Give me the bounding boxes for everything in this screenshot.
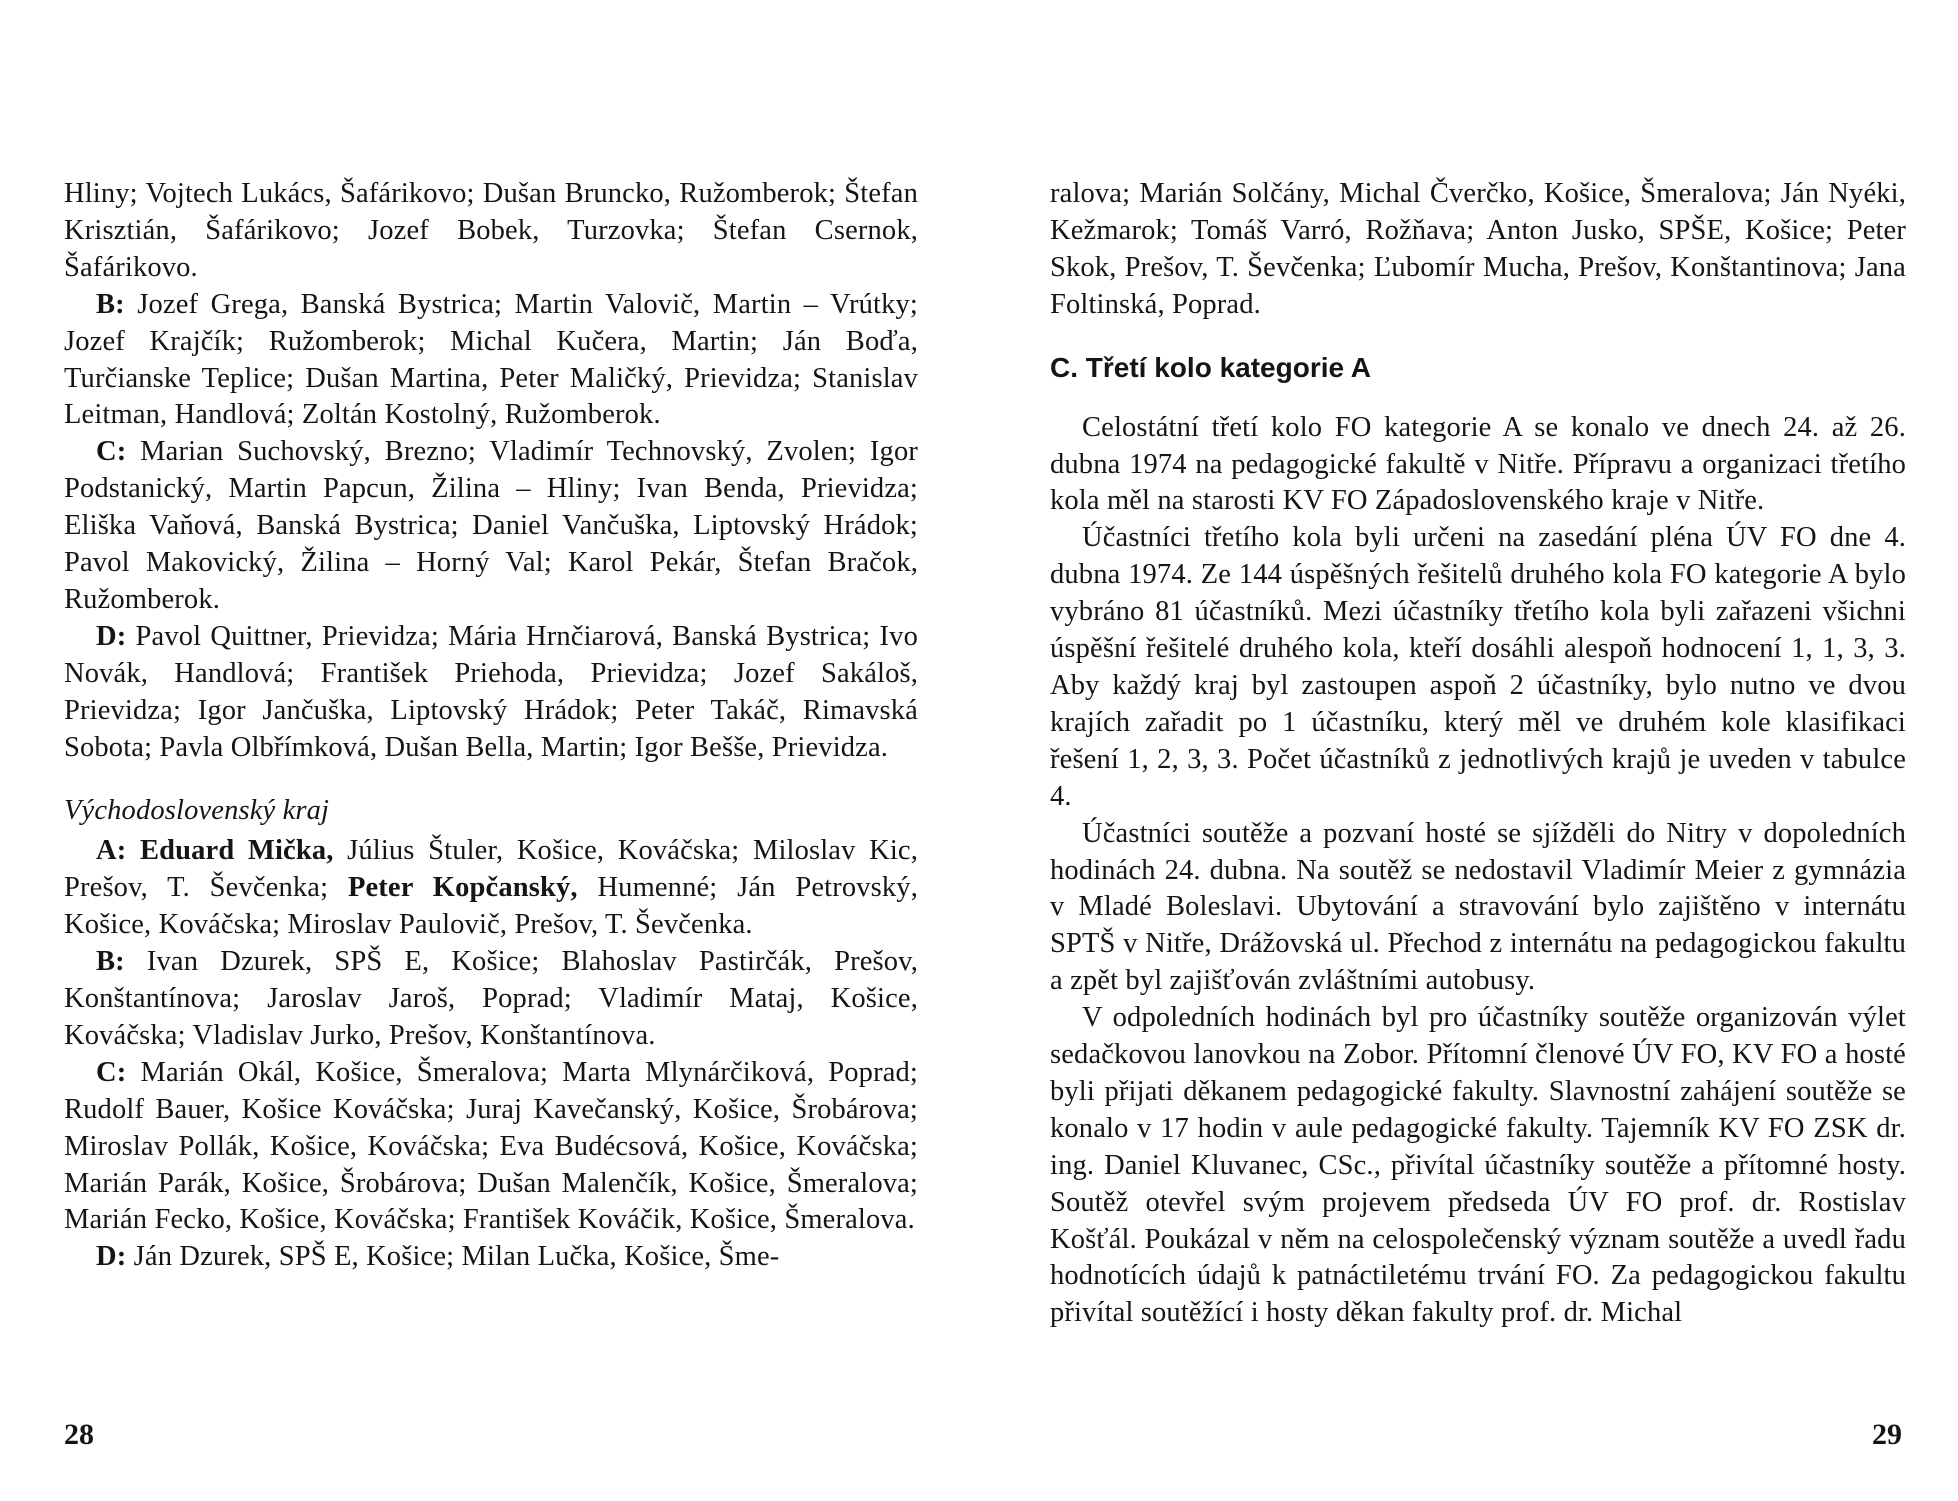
continuation-paragraph: ralova; Marián Solčány, Michal Čverčko, Košice, Šmeralova; Ján Nyéki, Kežmarok; Tomáš Varró, Rožňava; Anton Jusko, SPŠE, Košice; Peter Skok, Prešov, T. Ševčenka; Ľubomír Mucha, Prešov, Konštantinova; Jana Foltinská, Poprad. [1050, 178, 1906, 320]
category-c-names: Marián Okál, Košice, Šmeralova; Marta Mlynárčiková, Poprad; Rudolf Bauer, Košice Kováčska; Juraj Kavečanský, Košice, Šrobárova; Miroslav Pollák, Košice, Kováčska; Eva Budécsová, Košice, Kováčska; Marián Parák, Košice, Šrobárova; Dušan Malenčík, Košice, Šmeralova; Marián Fecko, Košice, Kováčska; František Kováčik, Košice, Šmeralova. [64, 1056, 918, 1236]
body-paragraph: Účastníci soutěže a pozvaní hosté se sjížděli do Nitry v dopoledních hodinách 24. dubna. Na soutěž se nedostavil Vladimír Meier z gymnázia v Mladé Boleslavi. Ubytování a stravování bylo zajištěno v internátu SPTŠ v Nitře, Drážovská ul. Přechod z internátu na pedagogickou fakultu a zpět byl zajišťován zvláštními autobusy. [1050, 817, 1906, 997]
winner-name-micka: Eduard Mička, [139, 835, 334, 867]
category-label-c: C: [96, 436, 127, 468]
category-label-b: B: [96, 946, 125, 978]
vychodoslovensky-b-entry [64, 944, 918, 1055]
category-label-a: A: [96, 835, 127, 867]
category-b-names: Ivan Dzurek, SPŠ E, Košice; Blahoslav Pastirčák, Prešov, Konštantínova; Jaroslav Jaroš, Poprad; Vladimír Mataj, Košice, Kováčska; Vladislav Jurko, Prešov, Konštantínova. [64, 946, 918, 1051]
category-d-names: Ján Dzurek, SPŠ E, Košice; Milan Lučka, Košice, Šme- [133, 1241, 780, 1273]
vychodoslovensky-a-entry [64, 833, 918, 944]
category-b-names: Jozef Grega, Banská Bystrica; Martin Valovič, Martin – Vrútky; Jozef Krajčík; Ružomberok; Michal Kučera, Martin; Ján Boďa, Turčianske Teplice; Dušan Martina, Peter Maličký, Prievidza; Stanislav Leitman, Handlová; Zoltán Kostolný, Ružomberok. [64, 288, 918, 431]
winner-name-kopcansky: Peter Kopčanský, [347, 872, 578, 904]
section-heading: C. Třetí kolo kategorie A [1050, 351, 1372, 383]
category-a-names-1: Július Štuler, Košice, Kováčska; Miloslav Kic, Prešov, T. Ševčenka; [64, 835, 918, 904]
category-label-d: D: [96, 620, 127, 652]
right-page [1050, 176, 1906, 1332]
vychodoslovensky-d-entry [64, 1239, 918, 1276]
category-a-names-2: Humenné; Ján Petrovský, Košice, Kováčska; Miroslav Paulovič, Prešov, T. Ševčenka. [64, 872, 918, 941]
intro-paragraph: Hliny; Vojtech Lukács, Šafárikovo; Dušan Bruncko, Ružomberok; Štefan Krisztián, Šafárikovo; Jozef Bobek, Turzovka; Štefan Csernok, Šafárikovo. [64, 178, 918, 283]
region-heading-vychodoslovensky: Východoslovenský kraj [64, 794, 330, 826]
body-paragraph: Účastníci třetího kola byli určeni na zasedání pléna ÚV FO dne 4. dubna 1974. Ze 144 úspěšných řešitelů druhého kola FO kategorie A bylo vybráno 81 účastníků. Mezi účastníky třetího kola byli zařazeni všichni úspěšní řešitelé druhého kola, kteří dosáhli alespoň hodnocení 1, 1, 3, 3. Aby každý kraj byl zastoupen aspoň 2 účastníky, bylo nutno ve dvou krajích zařadit po 1 účastníku, který měl ve druhém kole klasifikaci řešení 1, 2, 3, 3. Počet účastníků z jednotlivých krajů je uveden v tabulce 4. [1050, 522, 1906, 812]
stredoslovensky-d-entry [64, 619, 918, 767]
vychodoslovensky-c-entry [64, 1055, 918, 1240]
page-number-left: 28 [64, 1418, 94, 1451]
category-label-d: D: [96, 1241, 127, 1273]
category-d-names: Pavol Quittner, Prievidza; Mária Hrnčiarová, Banská Bystrica; Ivo Novák, Handlová; František Priehoda, Prievidza; Jozef Sakáloš, Prievidza; Igor Jančuška, Liptovský Hrádok; Peter Takáč, Rimavská Sobota; Pavla Olbřímková, Dušan Bella, Martin; Igor Beššе, Prievidza. [64, 620, 918, 763]
body-paragraph: Celostátní třetí kolo FO kategorie A se konalo ve dnech 24. až 26. dubna 1974 na pedagogické fakultě v Nitře. Přípravu a organizaci třetího kola měl na starosti KV FO Západoslovenského kraje v Nitře. [1050, 411, 1906, 517]
category-c-names: Marian Suchovský, Brezno; Vladimír Technovský, Zvolen; Igor Podstanický, Martin Papcun, Žilina – Hliny; Ivan Benda, Prievidza; Eliška Vaňová, Banská Bystrica; Daniel Vančuška, Liptovský Hrádok; Pavol Makovický, Žilina – Horný Val; Karol Pekár, Štefan Bračok, Ružomberok. [64, 436, 918, 615]
category-label-c: C: [96, 1056, 127, 1088]
page-number-right: 29 [1872, 1418, 1902, 1451]
body-paragraph: V odpoledních hodinách byl pro účastníky soutěže organizován výlet sedačkovou lanovkou na Zobor. Přítomní členové ÚV FO, KV FO a hosté byli přijati děkanem pedagogické fakulty. Slavnostní zahájení soutěže se konalo v 17 hodin v aule pedagogické fakulty. Tajemník KV FO ZSK dr. ing. Daniel Kluvanec, CSc., přivítal účastníky soutěže a přítomné hosty. Soutěž otevřel svým projevem předseda ÚV FO prof. dr. Rostislav Košťál. Poukázal v něm na celospolečenský význam soutěže a uvedl řadu hodnotících údajů k patnáctiletému trvání FO. Za pedagogickou fakultu přivítal soutěžící i hosty děkan fakulty prof. dr. Michal [1050, 1002, 1906, 1329]
category-label-b: B: [96, 288, 125, 320]
stredoslovensky-b-entry [64, 287, 918, 435]
stredoslovensky-c-entry [64, 434, 918, 619]
left-page [64, 176, 918, 1276]
